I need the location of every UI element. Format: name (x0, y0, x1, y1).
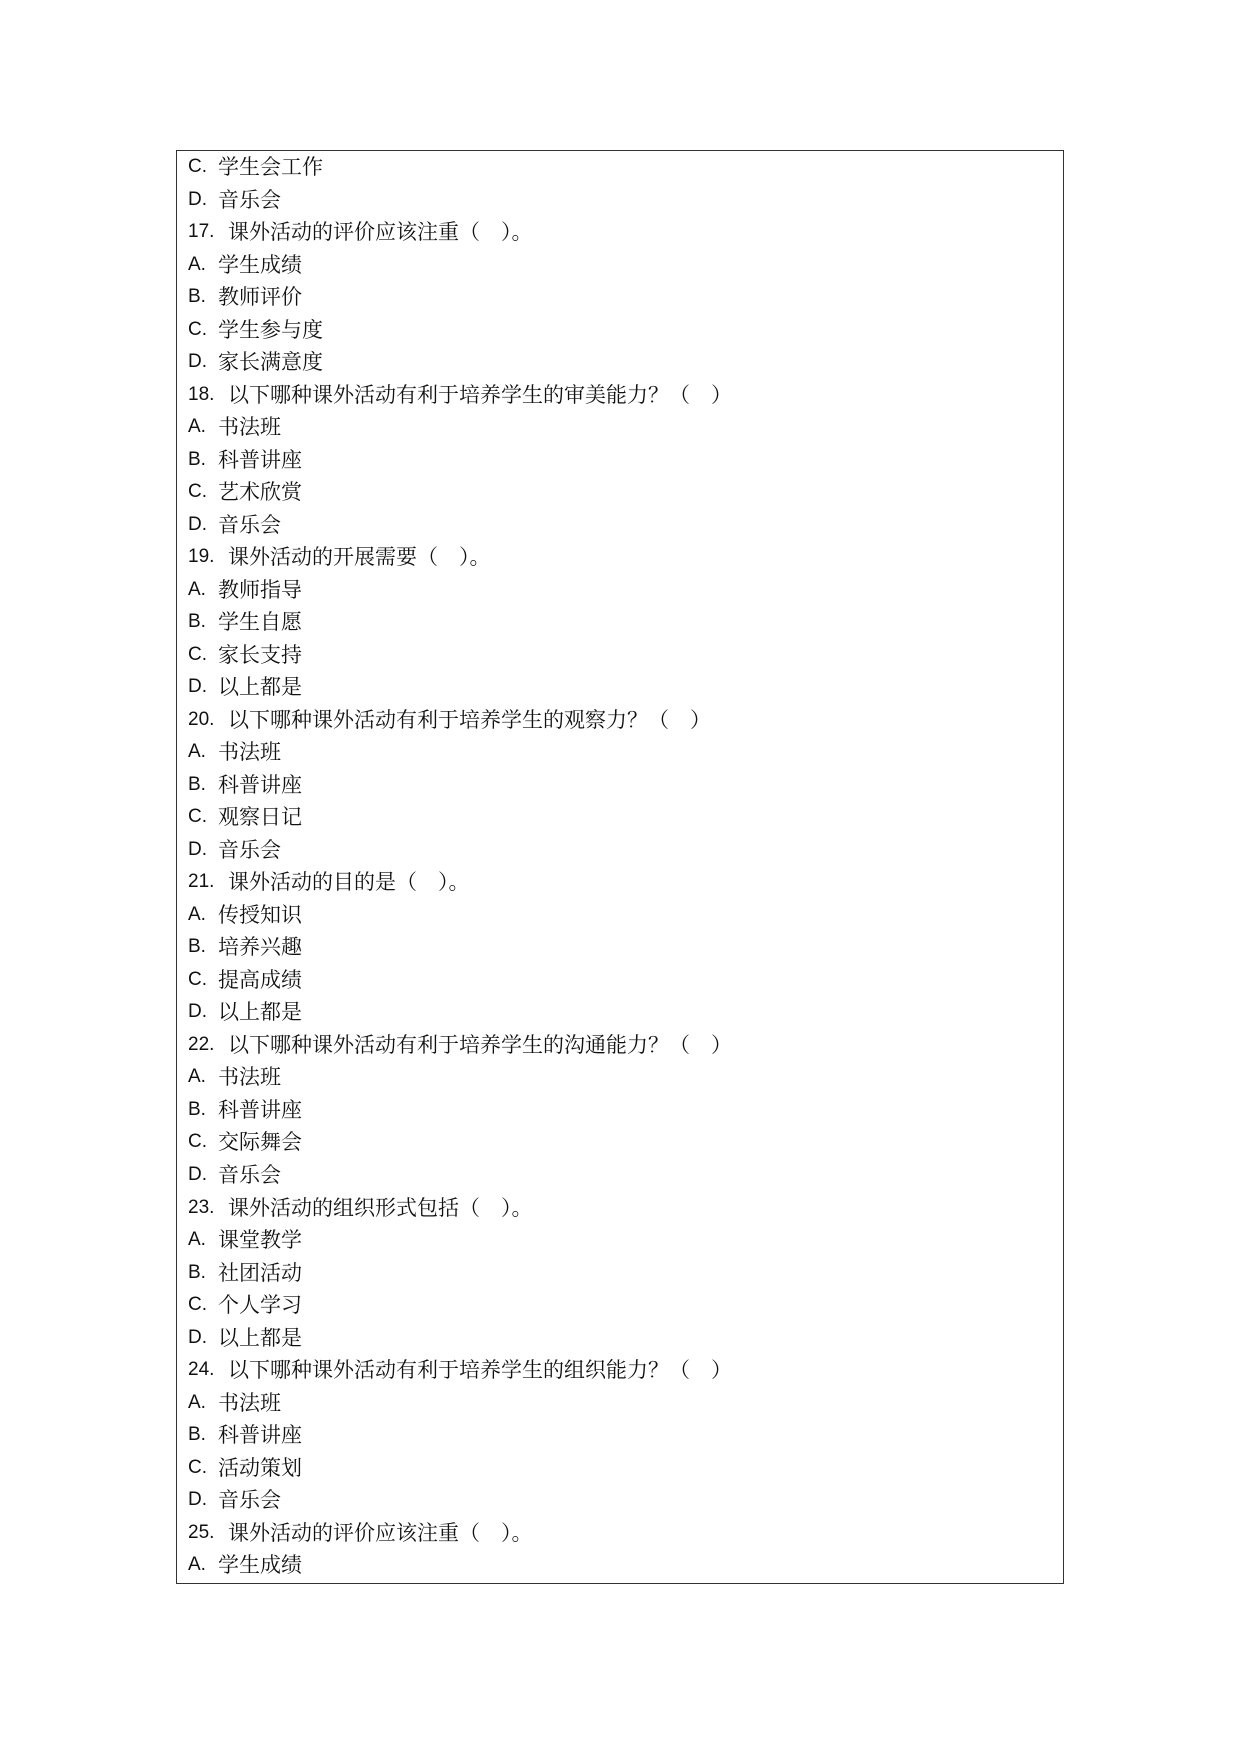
option-text: 学生参与度 (218, 317, 323, 342)
option-text: 传授知识 (218, 902, 302, 927)
option-letter: B. (188, 936, 206, 958)
answer-option (188, 184, 1048, 217)
answer-option (188, 346, 1048, 379)
option-letter: A. (188, 1229, 206, 1251)
option-letter: A. (188, 1554, 206, 1576)
answer-option (188, 1452, 1048, 1485)
answer-option (188, 931, 1048, 964)
option-letter: D. (188, 1489, 207, 1511)
option-text: 以上都是 (218, 675, 302, 700)
option-text: 音乐会 (218, 187, 281, 212)
answer-option (188, 1387, 1048, 1420)
answer-option (188, 834, 1048, 867)
option-letter: C. (188, 156, 207, 177)
option-letter: C. (188, 643, 207, 665)
answer-option (188, 411, 1048, 444)
question-stem (188, 1029, 1048, 1062)
question-stem (188, 216, 1048, 249)
answer-option (188, 1289, 1048, 1322)
option-letter: A. (188, 741, 206, 763)
option-text: 音乐会 (218, 1162, 281, 1187)
answer-option (188, 1224, 1048, 1257)
answer-option (188, 1126, 1048, 1159)
answer-option (188, 639, 1048, 672)
answer-option (188, 1549, 1048, 1582)
answer-option (188, 1061, 1048, 1094)
question-stem (188, 1354, 1048, 1387)
answer-option (188, 1484, 1048, 1517)
option-text: 音乐会 (218, 512, 281, 537)
answer-option (188, 476, 1048, 509)
option-text: 学生成绩 (218, 1553, 302, 1578)
question-text: 以下哪种课外活动有利于培养学生的审美能力？（ ） (228, 382, 732, 407)
question-stem (188, 379, 1048, 412)
option-letter: C. (188, 968, 207, 990)
option-text: 培养兴趣 (218, 935, 302, 960)
answer-option (188, 1094, 1048, 1127)
option-text: 音乐会 (218, 1488, 281, 1513)
option-text: 艺术欣赏 (218, 480, 302, 505)
answer-option (188, 671, 1048, 704)
option-letter: B. (188, 1098, 206, 1120)
question-text: 以下哪种课外活动有利于培养学生的沟通能力？（ ） (228, 1032, 732, 1057)
option-text: 教师评价 (218, 285, 302, 310)
option-letter: C. (188, 1456, 207, 1478)
option-text: 科普讲座 (218, 1097, 302, 1122)
answer-option (188, 509, 1048, 542)
option-text: 科普讲座 (218, 1423, 302, 1448)
question-stem (188, 1192, 1048, 1225)
answer-option (188, 899, 1048, 932)
option-text: 书法班 (218, 1065, 281, 1090)
question-number: 23. (188, 1196, 215, 1218)
answer-option (188, 151, 1048, 184)
question-number: 17. (188, 221, 215, 243)
option-letter: C. (188, 806, 207, 828)
option-text: 科普讲座 (218, 447, 302, 472)
option-letter: C. (188, 481, 207, 503)
question-number: 20. (188, 708, 215, 730)
question-text: 课外活动的评价应该注重（ ）。 (228, 1520, 533, 1545)
answer-option (188, 769, 1048, 802)
question-number: 19. (188, 546, 215, 568)
option-letter: D. (188, 513, 207, 535)
question-stem (188, 1517, 1048, 1550)
question-number: 25. (188, 1521, 215, 1543)
option-text: 书法班 (218, 740, 281, 765)
option-text: 交际舞会 (218, 1130, 302, 1155)
option-text: 学生自愿 (218, 610, 302, 635)
question-number: 22. (188, 1033, 215, 1055)
option-text: 家长满意度 (218, 350, 323, 375)
option-text: 以上都是 (218, 1000, 302, 1025)
option-text: 学生成绩 (218, 252, 302, 277)
option-text: 观察日记 (218, 805, 302, 830)
option-text: 社团活动 (218, 1260, 302, 1285)
answer-option (188, 1419, 1048, 1452)
question-text: 课外活动的组织形式包括（ ）。 (228, 1195, 533, 1220)
option-letter: D. (188, 838, 207, 860)
option-letter: B. (188, 773, 206, 795)
question-number: 21. (188, 871, 215, 893)
option-letter: D. (188, 1163, 207, 1185)
option-letter: A. (188, 253, 206, 275)
option-letter: D. (188, 1326, 207, 1348)
option-letter: D. (188, 1001, 207, 1023)
question-number: 24. (188, 1359, 215, 1381)
option-letter: C. (188, 318, 207, 340)
option-letter: D. (188, 676, 207, 698)
answer-option (188, 314, 1048, 347)
question-text: 以下哪种课外活动有利于培养学生的组织能力？（ ） (228, 1358, 732, 1383)
option-text: 音乐会 (218, 837, 281, 862)
question-list (188, 151, 1048, 1582)
option-letter: B. (188, 448, 206, 470)
option-letter: C. (188, 1131, 207, 1153)
option-text: 学生会工作 (218, 155, 323, 179)
option-letter: D. (188, 351, 207, 373)
answer-option (188, 1257, 1048, 1290)
option-text: 书法班 (218, 1390, 281, 1415)
option-letter: A. (188, 578, 206, 600)
option-letter: D. (188, 188, 207, 210)
answer-option (188, 736, 1048, 769)
question-stem (188, 541, 1048, 574)
answer-option (188, 606, 1048, 639)
answer-option (188, 281, 1048, 314)
option-letter: B. (188, 1424, 206, 1446)
option-letter: A. (188, 1391, 206, 1413)
answer-option (188, 1159, 1048, 1192)
answer-option (188, 964, 1048, 997)
option-text: 教师指导 (218, 577, 302, 602)
option-letter: B. (188, 611, 206, 633)
option-letter: B. (188, 286, 206, 308)
answer-option (188, 574, 1048, 607)
question-stem (188, 866, 1048, 899)
option-letter: A. (188, 1066, 206, 1088)
answer-option (188, 801, 1048, 834)
option-letter: B. (188, 1261, 206, 1283)
answer-option (188, 1322, 1048, 1355)
option-text: 个人学习 (218, 1293, 302, 1318)
question-text: 以下哪种课外活动有利于培养学生的观察力？（ ） (228, 707, 711, 732)
option-letter: C. (188, 1294, 207, 1316)
answer-option (188, 444, 1048, 477)
question-stem (188, 704, 1048, 737)
answer-option (188, 249, 1048, 282)
option-text: 书法班 (218, 415, 281, 440)
question-text: 课外活动的开展需要（ ）。 (228, 545, 491, 570)
option-text: 课堂教学 (218, 1228, 302, 1253)
option-text: 活动策划 (218, 1455, 302, 1480)
option-text: 以上都是 (218, 1325, 302, 1350)
question-text: 课外活动的目的是（ ）。 (228, 870, 470, 895)
option-letter: A. (188, 903, 206, 925)
question-number: 18. (188, 383, 215, 405)
option-letter: A. (188, 416, 206, 438)
option-text: 提高成绩 (218, 967, 302, 992)
option-text: 科普讲座 (218, 772, 302, 797)
question-text: 课外活动的评价应该注重（ ）。 (228, 220, 533, 245)
option-text: 家长支持 (218, 642, 302, 667)
answer-option (188, 996, 1048, 1029)
